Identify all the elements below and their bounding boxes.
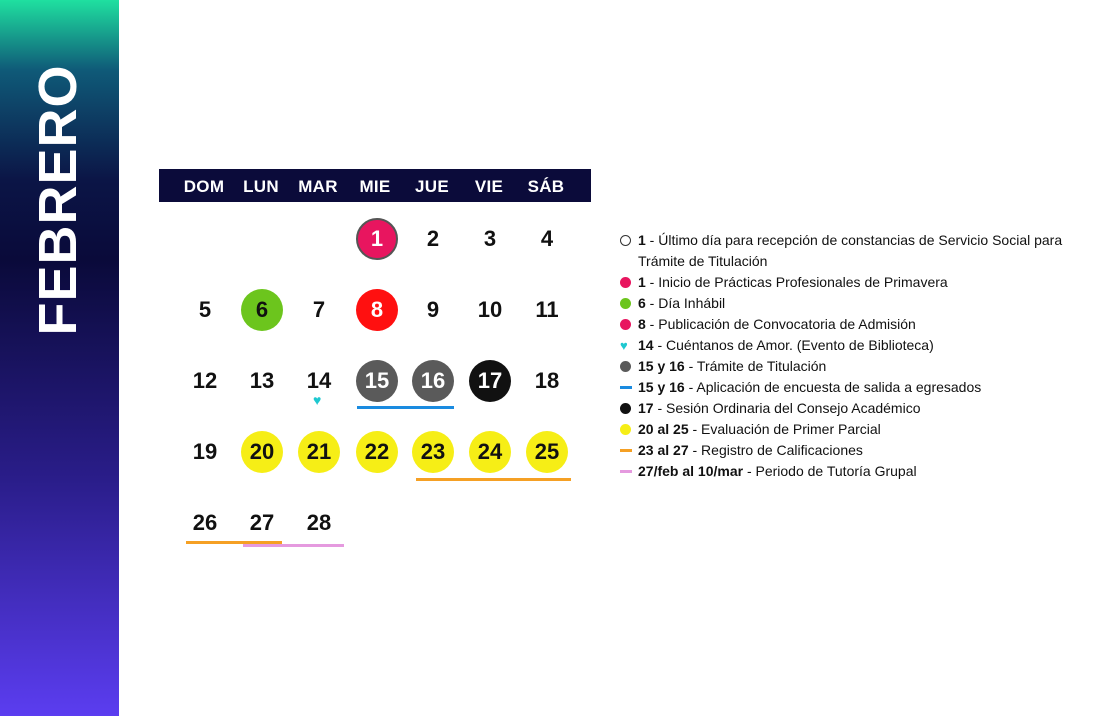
- day-24: 24: [469, 431, 511, 473]
- day-8: 8: [356, 289, 398, 331]
- day-9: 9: [426, 297, 440, 322]
- weekday-1: LUN: [243, 177, 279, 196]
- day-15: 15: [356, 360, 398, 402]
- legend-dates: 1: [638, 274, 646, 290]
- legend-text: - Día Inhábil: [645, 295, 726, 311]
- legend-dates: 17: [638, 400, 654, 416]
- weekday-0: DOM: [183, 177, 225, 196]
- underline-15-16: [357, 406, 454, 409]
- heart-icon: ♥: [620, 338, 628, 353]
- day-3: 3: [483, 226, 497, 251]
- day-21: 21: [298, 431, 340, 473]
- dot-marker-icon: [620, 361, 631, 372]
- legend-item: [620, 272, 1080, 293]
- legend-dates: 1: [638, 232, 646, 248]
- legend-dates: 15 y 16: [638, 379, 685, 395]
- day-19: 19: [192, 439, 218, 464]
- weekday-3: MIE: [359, 177, 391, 196]
- dot-marker-icon: [620, 277, 631, 288]
- legend-text: - Inicio de Prácticas Profesionales de Primavera: [645, 274, 948, 290]
- legend-text: - Último día para recepción de constancias de Servicio Social para Trámite de Titulación: [638, 232, 1063, 269]
- legend-text: - Cuéntanos de Amor. (Evento de Biblioteca): [653, 337, 934, 353]
- weekday-2: MAR: [298, 177, 338, 196]
- month-title: FEBRERO: [28, 64, 88, 336]
- weekday-6: SÁB: [527, 177, 565, 196]
- day-26: 26: [192, 510, 218, 535]
- day-10: 10: [477, 297, 503, 322]
- day-16: 16: [412, 360, 454, 402]
- underline-27-28: [243, 544, 344, 547]
- day-2: 2: [426, 226, 440, 251]
- dash-marker-icon: [620, 470, 632, 473]
- legend-text: - Aplicación de encuesta de salida a egresados: [684, 379, 982, 395]
- legend-item: [620, 356, 1080, 377]
- weekday-4: JUE: [415, 177, 449, 196]
- heart-icon: ♥: [313, 392, 322, 408]
- dot-marker-icon: [620, 298, 631, 309]
- legend-item: [620, 398, 1080, 419]
- weekday-header: [159, 169, 591, 202]
- weekday-5: VIE: [474, 177, 504, 196]
- day-11: 11: [535, 297, 559, 322]
- legend-dates: 27/feb al 10/mar: [638, 463, 744, 479]
- legend-item: [620, 461, 1080, 482]
- day-1: 1: [356, 218, 398, 260]
- day-20: 20: [241, 431, 283, 473]
- day-25: 25: [526, 431, 568, 473]
- dot-marker-icon: [620, 424, 631, 435]
- legend-text: - Periodo de Tutoría Grupal: [743, 463, 917, 479]
- legend-text: - Trámite de Titulación: [684, 358, 827, 374]
- day-18: 18: [534, 368, 560, 393]
- legend-item: [620, 440, 1080, 461]
- day-5: 5: [198, 297, 212, 322]
- legend-item: [620, 293, 1080, 314]
- day-23: 23: [412, 431, 454, 473]
- legend-dates: 20 al 25: [638, 421, 689, 437]
- day-28: 28: [306, 510, 332, 535]
- legend-dates: 8: [638, 316, 646, 332]
- legend-item: [620, 314, 1080, 335]
- ring-marker-icon: [620, 235, 631, 246]
- day-27: 27: [249, 510, 275, 535]
- legend-text: - Sesión Ordinaria del Consejo Académico: [653, 400, 921, 416]
- legend-dates: 14: [638, 337, 654, 353]
- legend-item: [620, 419, 1080, 440]
- day-14: 14: [306, 368, 332, 393]
- legend-dates: 23 al 27: [638, 442, 689, 458]
- dash-marker-icon: [620, 449, 632, 452]
- day-12: 12: [192, 368, 218, 393]
- underline-23-25: [416, 478, 571, 481]
- legend-item: [620, 230, 1080, 272]
- dash-marker-icon: [620, 386, 632, 389]
- legend-item: [620, 335, 1080, 356]
- dot-marker-icon: [620, 319, 631, 330]
- legend-text: - Evaluación de Primer Parcial: [688, 421, 881, 437]
- day-17: 17: [469, 360, 511, 402]
- dot-marker-icon: [620, 403, 631, 414]
- day-22: 22: [356, 431, 398, 473]
- legend-dates: 15 y 16: [638, 358, 685, 374]
- calendar-legend: [620, 230, 1080, 482]
- month-sidebar: [0, 0, 119, 716]
- day-13: 13: [249, 368, 275, 393]
- day-6: 6: [241, 289, 283, 331]
- day-4: 4: [540, 226, 554, 251]
- legend-dates: 6: [638, 295, 646, 311]
- legend-item: [620, 377, 1080, 398]
- day-7: 7: [312, 297, 326, 322]
- legend-text: - Registro de Calificaciones: [688, 442, 863, 458]
- legend-text: - Publicación de Convocatoria de Admisión: [645, 316, 916, 332]
